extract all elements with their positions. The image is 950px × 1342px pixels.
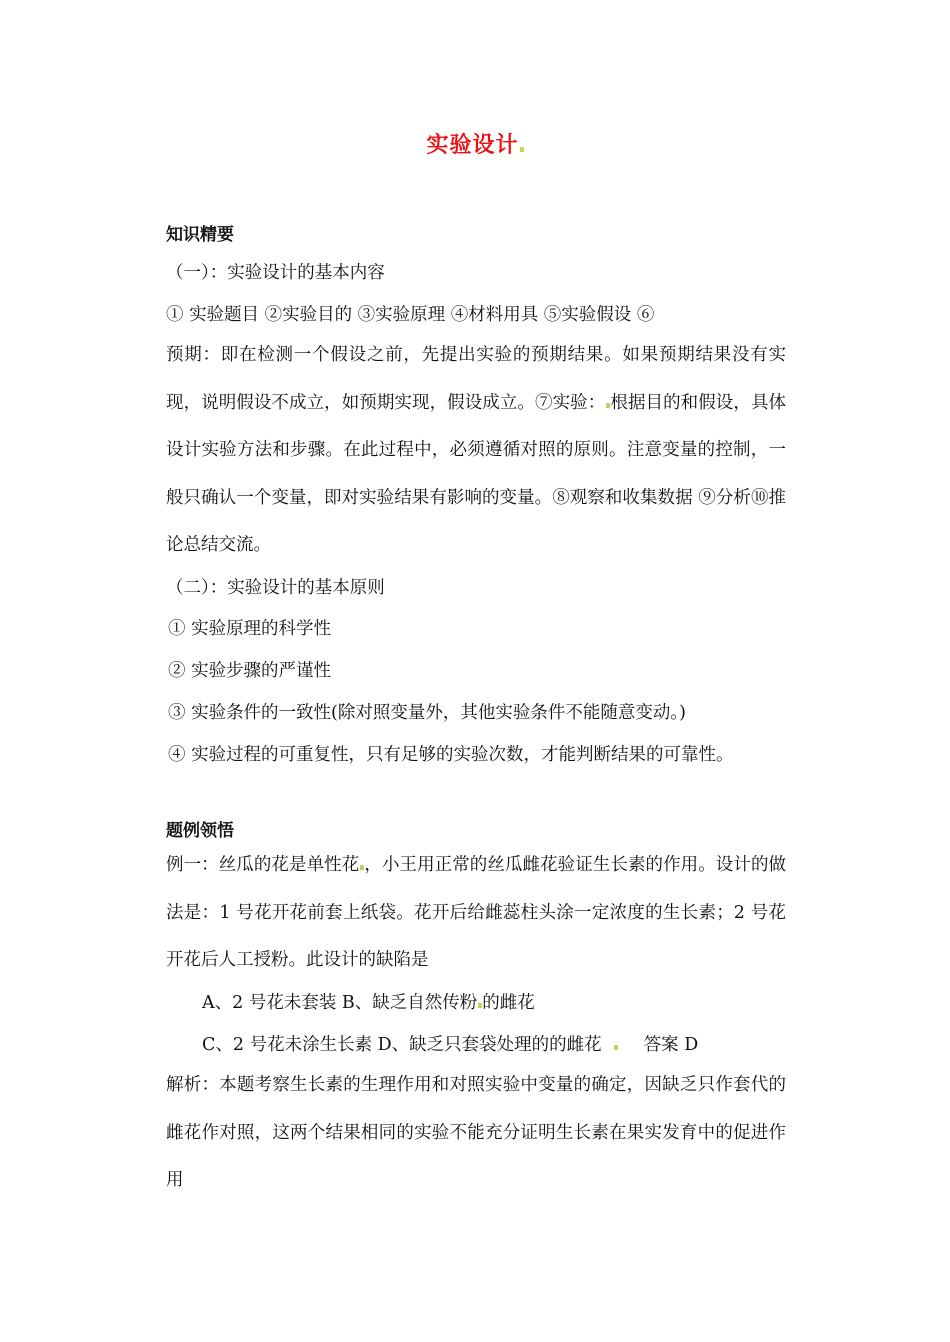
title-text: 实验设计	[426, 133, 519, 158]
principle-item: ② 实验步骤的严谨性	[168, 661, 332, 681]
content-items-line: ① 实验题目 ②实验目的 ③实验原理 ④材料用具 ⑤实验假设 ⑥	[166, 305, 655, 325]
section-heading-knowledge: 知识精要	[166, 225, 234, 245]
part2-heading: （二）：实验设计的基本原则	[166, 578, 385, 598]
prediction-paragraph	[166, 332, 786, 570]
options-a-b-text: A、2 号花未套装 B、缺乏自然传粉	[202, 993, 478, 1013]
principle-item: ③ 实验条件的一致性(除对照变量外，其他实验条件不能随意变动。)	[168, 703, 686, 723]
prediction-text-b: 根据目的和假设，具体设计实验方法和步骤。在此过程中，必须遵循对照的原则。注意变量的控制，一般只确认一个变量，即对实验结果有影响的变量。⑧观察和收集数据 ⑨分析⑩推论总结交流。	[166, 392, 787, 555]
example-question	[166, 842, 786, 985]
part1-heading: （一）：实验设计的基本内容	[166, 263, 385, 283]
analysis-paragraph: 解析：本题考察生长素的生理作用和对照实验中变量的确定，因缺乏只作套代的雌花作对照，这两个结果相同的实验不能充分证明生长素在果实发育中的促进作用	[166, 1075, 786, 1190]
example-text-a: 例一：丝瓜的花是单性花	[166, 855, 360, 875]
document-title	[0, 128, 950, 159]
options-c-d-text: C、2 号花未涂生长素 D、缺乏只套袋处理的的雌花	[202, 1035, 602, 1055]
options-c-d	[202, 1033, 698, 1057]
example-text-b: ，小王用正常的丝瓜雌花验证生长素的作用。设计的做法是：1 号花开花前套上纸袋。花开后给雌蕊柱头涂一定浓度的生长素；2 号花开花后人工授粉。此设计的缺陷是	[166, 855, 787, 970]
mark-dot	[614, 1045, 618, 1050]
options-a-b	[202, 991, 535, 1015]
answer-text: 答案 D	[643, 1035, 699, 1055]
principle-item: ④ 实验过程的可重复性，只有足够的实验次数，才能判断结果的可靠性。	[168, 745, 734, 765]
options-a-b-suffix: 的雌花	[482, 993, 535, 1013]
mark-dot	[520, 147, 524, 152]
principle-item: ① 实验原理的科学性	[168, 619, 332, 639]
section-heading-examples: 题例领悟	[166, 821, 234, 841]
prediction-text-a: 预期：即在检测一个假设之前，先提出实验的预期结果。如果预期结果没有实现，说明假设不成立，如预期实现，假设成立。⑦实验：	[166, 345, 786, 413]
